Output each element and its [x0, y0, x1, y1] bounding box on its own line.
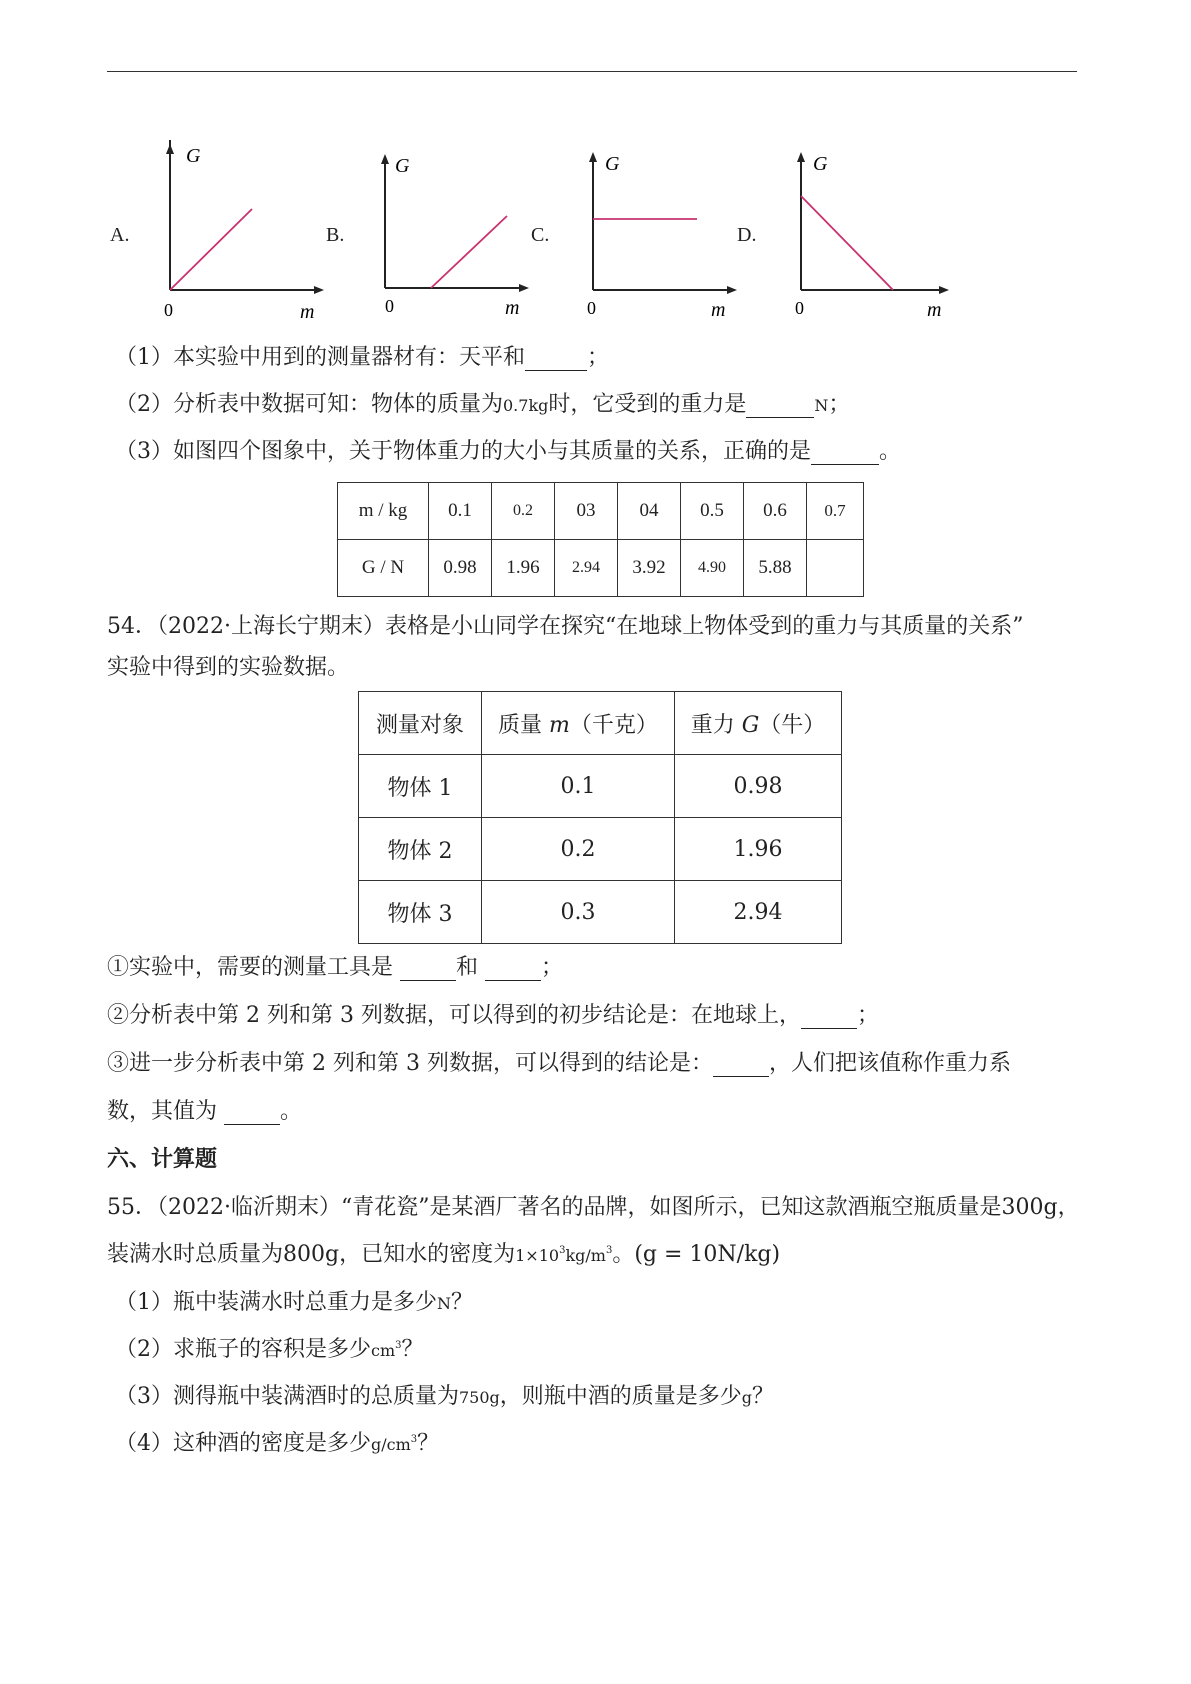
table-cell: 03: [555, 483, 618, 540]
q54-line1: 54．（2022·上海长宁期末）表格是小山同学在探究“在地球上物体受到的重力与其质量的关系”: [107, 614, 1024, 639]
q55-part4-end: ？: [417, 1431, 440, 1456]
q55-part2: [115, 1332, 424, 1363]
graph-b-plot-line: [431, 216, 507, 288]
graph-c-m-label: m: [711, 299, 726, 320]
q54-step1-blank1: [400, 955, 456, 981]
table-cell: 0.98: [429, 540, 492, 597]
q55-part1-text: （1）瓶中装满水时总重力是多少: [115, 1290, 437, 1315]
q54-step3-end: ，人们把该值称作重力系: [768, 1051, 1011, 1076]
graph-b-g-label: G: [395, 155, 410, 177]
q55-part1-unit: N: [437, 1294, 451, 1313]
q55-part4-unit-base: g/cm: [371, 1435, 411, 1454]
q53-part3: [115, 434, 901, 465]
q54-step2-blank: [801, 1003, 857, 1029]
q55-density-unit: kg/m: [565, 1246, 606, 1265]
graph-d-x-arrow: [939, 286, 949, 294]
q54-line2: 实验中得到的实验数据。: [107, 655, 350, 680]
q54-step2-end: ；: [856, 1003, 879, 1028]
table-header-text: 质量: [498, 712, 550, 738]
table-header-unit: （千克）: [569, 712, 658, 738]
q55-part3-end: ？: [752, 1384, 775, 1409]
q53-part3-text: （3）如图四个图象中，关于物体重力的大小与其质量的关系，正确的是: [115, 439, 811, 464]
q54-step2-text: ②分析表中第 2 列和第 3 列数据，可以得到的初步结论是：在地球上，: [107, 1003, 801, 1028]
table-cell: [807, 540, 864, 597]
table-row: [359, 755, 842, 818]
table-cell: 2.94: [555, 540, 618, 597]
table-cell: 0.7: [807, 483, 864, 540]
q55-line2: [107, 1237, 780, 1268]
option-b-label: B.: [326, 224, 345, 246]
graph-a-x-arrow: [314, 286, 324, 294]
table-row: [338, 540, 864, 597]
q54-step3-blank: [713, 1051, 769, 1077]
graph-a-y-arrow: [166, 144, 174, 154]
table-header: [675, 692, 842, 755]
q55-part4-unit: [371, 1435, 417, 1454]
graph-d-y-arrow: [797, 152, 805, 162]
table-header-var: G: [741, 712, 760, 738]
section-heading: 六、计算题: [107, 1147, 218, 1172]
table-cell: 物体 1: [359, 755, 482, 818]
q53-part2: [115, 387, 850, 418]
q53-part2-text: （2）分析表中数据可知：物体的质量为: [115, 392, 503, 417]
q55-part3-mid: ，则瓶中酒的质量是多少: [499, 1384, 742, 1409]
q55-part2-text: （2）求瓶子的容积是多少: [115, 1337, 371, 1362]
q54-step3b-blank: [224, 1099, 280, 1125]
q53-part2-end: ；: [828, 392, 851, 417]
table-cell: 5.88: [744, 540, 807, 597]
graph-d-plot-line: [801, 196, 893, 290]
header-rule: [107, 71, 1077, 72]
q55-part4-unit-exp: 3: [410, 1434, 418, 1445]
table-cell: 2.94: [675, 881, 842, 944]
table-cell: 1.96: [675, 818, 842, 881]
graph-a-plot-line: [170, 209, 252, 290]
q55-part3-text: （3）测得瓶中装满酒时的总质量为: [115, 1384, 459, 1409]
graph-a-g-label: G: [186, 145, 201, 167]
q54-step3b-end: 。: [280, 1099, 303, 1124]
table-header-unit: （牛）: [759, 712, 826, 738]
q53-part1: [115, 340, 609, 371]
table-header: [482, 692, 675, 755]
q55-part2-unit-base: cm: [371, 1341, 396, 1360]
table-cell: 0.98: [675, 755, 842, 818]
graph-d-zero: 0: [795, 298, 804, 318]
q55-density-base: 1×10: [515, 1246, 560, 1265]
graph-b-zero: 0: [385, 296, 394, 316]
table-cell: m / kg: [338, 483, 429, 540]
table-header-text: 重力: [690, 712, 742, 738]
table-row: [359, 818, 842, 881]
table-cell: 物体 2: [359, 818, 482, 881]
option-c-label: C.: [531, 224, 550, 246]
experiment-table: [358, 691, 842, 944]
q55-density: [515, 1246, 612, 1265]
table-cell: 1.96: [492, 540, 555, 597]
q54-step1-mid: 和: [456, 955, 485, 980]
graph-d-svg: [791, 140, 991, 320]
graph-a-zero: 0: [164, 300, 173, 320]
q55-part2-unit-exp: 3: [395, 1340, 402, 1351]
q53-part1-end: ；: [587, 345, 610, 370]
q54-step1-end: ；: [541, 955, 564, 980]
table-header: 测量对象: [359, 692, 482, 755]
table-row: [359, 881, 842, 944]
table-cell: 0.1: [482, 755, 675, 818]
q53-part3-blank: [811, 439, 879, 465]
q54-step1-text: ①实验中，需要的测量工具是: [107, 955, 400, 980]
q53-part2-mid: 时，它受到的重力是: [548, 392, 747, 417]
table-cell: 0.1: [429, 483, 492, 540]
q54-step3: [107, 1046, 1011, 1077]
graph-c-y-arrow: [589, 152, 597, 162]
graph-c-zero: 0: [587, 298, 596, 318]
table-row: [338, 483, 864, 540]
graph-c-g-label: G: [605, 153, 620, 175]
table-cell: 4.90: [681, 540, 744, 597]
q55-empty-mass: 300g: [1001, 1195, 1058, 1220]
mass-weight-table: [337, 482, 864, 597]
table-cell: 0.3: [482, 881, 675, 944]
table-cell: 0.6: [744, 483, 807, 540]
q53-part2-mass: 0.7kg: [503, 396, 549, 415]
table-cell: 物体 3: [359, 881, 482, 944]
q53-part3-end: 。: [879, 439, 902, 464]
q55-density-unit-exp: 3: [605, 1245, 613, 1256]
q55-line2-period: 。: [612, 1242, 635, 1267]
q54-step2: [107, 998, 879, 1029]
q53-part2-unit: N: [814, 396, 829, 415]
q55-line1: [107, 1190, 1080, 1221]
table-cell: 04: [618, 483, 681, 540]
q55-part3: [115, 1379, 774, 1410]
q55-line1-end: ，: [1057, 1195, 1080, 1220]
table-cell: 3.92: [618, 540, 681, 597]
table-header-var: m: [549, 712, 570, 738]
graph-a-m-label: m: [300, 301, 315, 320]
q54-step1-blank2: [485, 955, 541, 981]
graph-b-x-arrow: [519, 284, 529, 292]
q55-g-value: (g = 10N/kg): [634, 1242, 781, 1267]
q53-part2-blank: [746, 392, 814, 418]
table-cell: 0.2: [482, 818, 675, 881]
q54-step1: [107, 950, 563, 981]
q54-step3-cont: [107, 1094, 302, 1125]
option-d-label: D.: [737, 224, 757, 246]
q55-part2-end: ？: [401, 1337, 424, 1362]
graph-b-m-label: m: [505, 297, 520, 319]
q55-part4: [115, 1426, 439, 1457]
q55-part3-mass: 750g: [459, 1388, 500, 1407]
table-cell: 0.2: [492, 483, 555, 540]
q55-line1-text: 55．（2022·临沂期末）“青花瓷”是某酒厂著名的品牌，如图所示，已知这款酒瓶空瓶质量是: [107, 1195, 1002, 1220]
q55-part4-text: （4）这种酒的密度是多少: [115, 1431, 371, 1456]
q55-part2-unit: [371, 1341, 402, 1360]
q55-part1-end: ？: [451, 1290, 474, 1315]
q53-part1-text: （1）本实验中用到的测量器材有：天平和: [115, 345, 525, 370]
q55-density-exp: 3: [559, 1245, 566, 1256]
table-cell: 0.5: [681, 483, 744, 540]
q54-step3b-text: 数，其值为: [107, 1099, 224, 1124]
q55-full-mass: 800g: [283, 1242, 340, 1267]
graph-d-g-label: G: [813, 153, 828, 175]
option-a-label: A.: [110, 224, 130, 246]
graph-d-m-label: m: [927, 299, 942, 320]
table-cell: G / N: [338, 540, 429, 597]
q55-line2-text: 装满水时总质量为: [107, 1242, 284, 1267]
q55-line2-mid: ，已知水的密度为: [339, 1242, 516, 1267]
graph-c-x-arrow: [727, 286, 737, 294]
q53-part1-blank: [525, 345, 587, 371]
q54-step3-text: ③进一步分析表中第 2 列和第 3 列数据，可以得到的结论是：: [107, 1051, 713, 1076]
graph-b-y-arrow: [381, 154, 389, 164]
q55-part1: [115, 1285, 473, 1316]
table-row: [359, 692, 842, 755]
graph-d: [791, 140, 991, 320]
q55-part3-unit: g: [741, 1388, 753, 1407]
